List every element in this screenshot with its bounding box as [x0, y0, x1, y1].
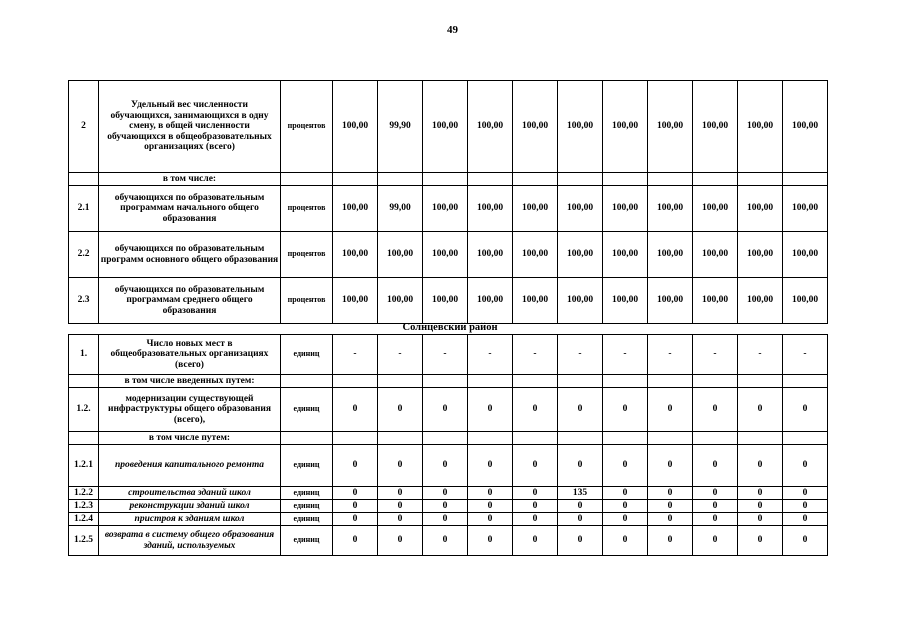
- row-number: [69, 375, 99, 388]
- value-cell: 100,00: [693, 186, 738, 232]
- row-label: [99, 186, 281, 232]
- value-cell: 0: [423, 487, 468, 500]
- value-cell: 100,00: [558, 232, 603, 278]
- row-label: [99, 173, 281, 186]
- row-label: [99, 335, 281, 375]
- table-row: [69, 513, 828, 526]
- row-label: [99, 445, 281, 487]
- value-cell: 100,00: [648, 81, 693, 173]
- section-title: Солнцевский район: [402, 322, 498, 333]
- value-cell: 0: [513, 500, 558, 513]
- value-cell: 0: [468, 500, 513, 513]
- value-cell: 0: [378, 388, 423, 432]
- row-number: 2.1: [69, 186, 99, 232]
- value-cell: -: [423, 335, 468, 375]
- value-cell: [648, 432, 693, 445]
- value-cell: [558, 375, 603, 388]
- value-cell: [423, 432, 468, 445]
- value-cell: -: [648, 335, 693, 375]
- value-cell: 100,00: [783, 278, 828, 324]
- value-cell: 0: [378, 513, 423, 526]
- value-cell: [378, 173, 423, 186]
- value-cell: 99,00: [378, 186, 423, 232]
- value-cell: 0: [738, 487, 783, 500]
- value-cell: 100,00: [603, 81, 648, 173]
- value-cell: 100,00: [783, 232, 828, 278]
- value-cell: 0: [738, 388, 783, 432]
- value-cell: 0: [648, 500, 693, 513]
- value-cell: [333, 173, 378, 186]
- value-cell: [333, 432, 378, 445]
- row-label: [99, 388, 281, 432]
- value-cell: 0: [693, 487, 738, 500]
- value-cell: 0: [738, 445, 783, 487]
- value-cell: 0: [648, 445, 693, 487]
- value-cell: [648, 173, 693, 186]
- value-cell: 100,00: [333, 186, 378, 232]
- value-cell: 0: [513, 388, 558, 432]
- value-cell: [603, 375, 648, 388]
- row-label: [99, 526, 281, 556]
- row-number: 2.2: [69, 232, 99, 278]
- value-cell: 0: [468, 388, 513, 432]
- value-cell: 0: [738, 513, 783, 526]
- table-row: [69, 388, 828, 432]
- row-label-text: строительства зданий школ: [128, 487, 251, 498]
- row-label: [99, 500, 281, 513]
- indicator-table-district: [68, 334, 828, 556]
- row-unit: единиц: [281, 500, 333, 513]
- value-cell: 0: [603, 487, 648, 500]
- row-label-text: возврата в систему общего образования зданий, используемых: [104, 530, 275, 551]
- value-cell: [783, 375, 828, 388]
- value-cell: 0: [513, 445, 558, 487]
- value-cell: 100,00: [378, 232, 423, 278]
- value-cell: 100,00: [648, 186, 693, 232]
- value-cell: 100,00: [558, 186, 603, 232]
- table-row: [69, 186, 828, 232]
- row-unit: процентов: [281, 81, 333, 173]
- value-cell: 0: [693, 526, 738, 556]
- row-unit: единиц: [281, 335, 333, 375]
- value-cell: 0: [558, 500, 603, 513]
- value-cell: 100,00: [513, 232, 558, 278]
- value-cell: 100,00: [738, 81, 783, 173]
- row-label: [99, 81, 281, 173]
- value-cell: 99,90: [378, 81, 423, 173]
- value-cell: 100,00: [423, 81, 468, 173]
- page-number: 49: [447, 24, 458, 36]
- value-cell: 0: [423, 513, 468, 526]
- row-unit: единиц: [281, 445, 333, 487]
- row-unit: процентов: [281, 278, 333, 324]
- value-cell: -: [558, 335, 603, 375]
- value-cell: [558, 173, 603, 186]
- row-label: [99, 278, 281, 324]
- value-cell: 0: [783, 388, 828, 432]
- row-number: 2: [69, 81, 99, 173]
- value-cell: 0: [648, 487, 693, 500]
- row-number: 1.2.5: [69, 526, 99, 556]
- row-label-text: в том числе введенных путем:: [124, 375, 255, 386]
- value-cell: [738, 375, 783, 388]
- row-label-text: модернизации существующей инфраструктуры общего образования (всего),: [107, 393, 272, 425]
- row-unit: единиц: [281, 388, 333, 432]
- value-cell: 0: [423, 388, 468, 432]
- value-cell: 0: [333, 388, 378, 432]
- value-cell: 0: [513, 487, 558, 500]
- value-cell: 100,00: [783, 186, 828, 232]
- value-cell: 0: [513, 513, 558, 526]
- row-number: 1.: [69, 335, 99, 375]
- indicator-table-top: [68, 80, 828, 324]
- value-cell: 0: [783, 487, 828, 500]
- value-cell: 100,00: [693, 81, 738, 173]
- value-cell: [738, 173, 783, 186]
- table-row: [69, 232, 828, 278]
- value-cell: 0: [558, 513, 603, 526]
- value-cell: 0: [468, 445, 513, 487]
- value-cell: [783, 432, 828, 445]
- row-label-text: проведения капитального ремонта: [115, 460, 264, 471]
- value-cell: 0: [693, 388, 738, 432]
- value-cell: -: [513, 335, 558, 375]
- value-cell: 0: [648, 526, 693, 556]
- value-cell: 0: [558, 388, 603, 432]
- row-number: 1.2.1: [69, 445, 99, 487]
- value-cell: 0: [783, 513, 828, 526]
- value-cell: 0: [378, 445, 423, 487]
- row-number: [69, 173, 99, 186]
- value-cell: 0: [333, 500, 378, 513]
- value-cell: 100,00: [468, 232, 513, 278]
- value-cell: [513, 432, 558, 445]
- table-row: [69, 81, 828, 173]
- value-cell: [333, 375, 378, 388]
- value-cell: -: [783, 335, 828, 375]
- value-cell: 0: [603, 388, 648, 432]
- table-row: [69, 375, 828, 388]
- row-number: 1.2.3: [69, 500, 99, 513]
- table-row: [69, 335, 828, 375]
- value-cell: 100,00: [333, 278, 378, 324]
- row-unit: [281, 432, 333, 445]
- value-cell: [648, 375, 693, 388]
- row-unit: процентов: [281, 232, 333, 278]
- row-unit: единиц: [281, 513, 333, 526]
- value-cell: 100,00: [423, 186, 468, 232]
- row-unit: [281, 375, 333, 388]
- value-cell: 0: [783, 500, 828, 513]
- value-cell: 0: [558, 526, 603, 556]
- value-cell: [693, 375, 738, 388]
- value-cell: [558, 432, 603, 445]
- value-cell: [693, 173, 738, 186]
- value-cell: [603, 173, 648, 186]
- value-cell: 100,00: [333, 232, 378, 278]
- row-label: [99, 513, 281, 526]
- value-cell: -: [378, 335, 423, 375]
- value-cell: 100,00: [558, 278, 603, 324]
- table-row: [69, 526, 828, 556]
- value-cell: 0: [783, 526, 828, 556]
- value-cell: 0: [468, 487, 513, 500]
- table-row: [69, 278, 828, 324]
- value-cell: 100,00: [738, 186, 783, 232]
- value-cell: [513, 375, 558, 388]
- row-label: [99, 232, 281, 278]
- value-cell: 100,00: [738, 232, 783, 278]
- value-cell: 0: [648, 388, 693, 432]
- value-cell: [378, 432, 423, 445]
- value-cell: 100,00: [468, 278, 513, 324]
- value-cell: 0: [783, 445, 828, 487]
- value-cell: 0: [333, 526, 378, 556]
- row-label-text: пристроя к зданиям школ: [134, 513, 245, 524]
- row-label-text: в том числе:: [162, 173, 217, 184]
- value-cell: 0: [693, 513, 738, 526]
- row-label-text: обучающихся по образовательным программ основного общего образования: [100, 244, 279, 265]
- value-cell: 0: [423, 445, 468, 487]
- value-cell: 100,00: [783, 81, 828, 173]
- value-cell: 100,00: [513, 278, 558, 324]
- value-cell: [603, 432, 648, 445]
- value-cell: 0: [423, 526, 468, 556]
- row-label: [99, 375, 281, 388]
- row-label: [99, 487, 281, 500]
- value-cell: 0: [603, 513, 648, 526]
- value-cell: [468, 375, 513, 388]
- row-label-text: обучающихся по образовательным программам среднего общего образования: [114, 284, 265, 316]
- value-cell: 100,00: [648, 232, 693, 278]
- value-cell: 0: [603, 526, 648, 556]
- value-cell: 0: [603, 500, 648, 513]
- value-cell: [738, 432, 783, 445]
- value-cell: 100,00: [648, 278, 693, 324]
- table-row: [69, 500, 828, 513]
- row-number: 1.2.4: [69, 513, 99, 526]
- value-cell: 100,00: [333, 81, 378, 173]
- row-unit: [281, 173, 333, 186]
- value-cell: 0: [738, 526, 783, 556]
- value-cell: 0: [693, 445, 738, 487]
- row-label-text: в том числе путем:: [148, 432, 231, 443]
- value-cell: -: [333, 335, 378, 375]
- value-cell: -: [738, 335, 783, 375]
- value-cell: 0: [693, 500, 738, 513]
- value-cell: 0: [378, 526, 423, 556]
- value-cell: 100,00: [423, 278, 468, 324]
- row-number: 1.2.: [69, 388, 99, 432]
- value-cell: 100,00: [558, 81, 603, 173]
- value-cell: 0: [468, 513, 513, 526]
- value-cell: 100,00: [513, 186, 558, 232]
- value-cell: 100,00: [603, 278, 648, 324]
- row-unit: единиц: [281, 487, 333, 500]
- value-cell: 100,00: [738, 278, 783, 324]
- row-unit: процентов: [281, 186, 333, 232]
- value-cell: 0: [333, 445, 378, 487]
- value-cell: [468, 173, 513, 186]
- value-cell: -: [693, 335, 738, 375]
- value-cell: [378, 375, 423, 388]
- value-cell: [423, 375, 468, 388]
- value-cell: [693, 432, 738, 445]
- table-row: [69, 487, 828, 500]
- value-cell: [513, 173, 558, 186]
- value-cell: 100,00: [468, 81, 513, 173]
- row-label-text: Удельный вес численности обучающихся, занимающихся в одну смену, в общей численности обучающихся в общеобразовательных организациях (всего): [107, 100, 272, 153]
- value-cell: [783, 173, 828, 186]
- value-cell: 100,00: [603, 232, 648, 278]
- row-label: [99, 432, 281, 445]
- row-label-text: Число новых мест в общеобразовательных организациях (всего): [110, 338, 269, 370]
- value-cell: 0: [333, 513, 378, 526]
- value-cell: 100,00: [513, 81, 558, 173]
- row-unit: единиц: [281, 526, 333, 556]
- table-row: [69, 432, 828, 445]
- value-cell: 100,00: [423, 232, 468, 278]
- value-cell: 0: [423, 500, 468, 513]
- value-cell: 0: [558, 445, 603, 487]
- value-cell: 100,00: [693, 232, 738, 278]
- value-cell: -: [468, 335, 513, 375]
- value-cell: [423, 173, 468, 186]
- table-row: [69, 173, 828, 186]
- value-cell: 0: [603, 445, 648, 487]
- value-cell: 100,00: [468, 186, 513, 232]
- row-number: 1.2.2: [69, 487, 99, 500]
- value-cell: 100,00: [378, 278, 423, 324]
- value-cell: 100,00: [693, 278, 738, 324]
- row-number: 2.3: [69, 278, 99, 324]
- row-label-text: реконструкции зданий школ: [129, 500, 250, 511]
- value-cell: 135: [558, 487, 603, 500]
- value-cell: [468, 432, 513, 445]
- row-label-text: обучающихся по образовательным программам начального общего образования: [114, 192, 265, 224]
- value-cell: 0: [378, 500, 423, 513]
- value-cell: 0: [648, 513, 693, 526]
- table-row: [69, 445, 828, 487]
- value-cell: 0: [378, 487, 423, 500]
- value-cell: 100,00: [603, 186, 648, 232]
- value-cell: 0: [513, 526, 558, 556]
- row-number: [69, 432, 99, 445]
- value-cell: 0: [468, 526, 513, 556]
- value-cell: 0: [333, 487, 378, 500]
- value-cell: 0: [738, 500, 783, 513]
- value-cell: -: [603, 335, 648, 375]
